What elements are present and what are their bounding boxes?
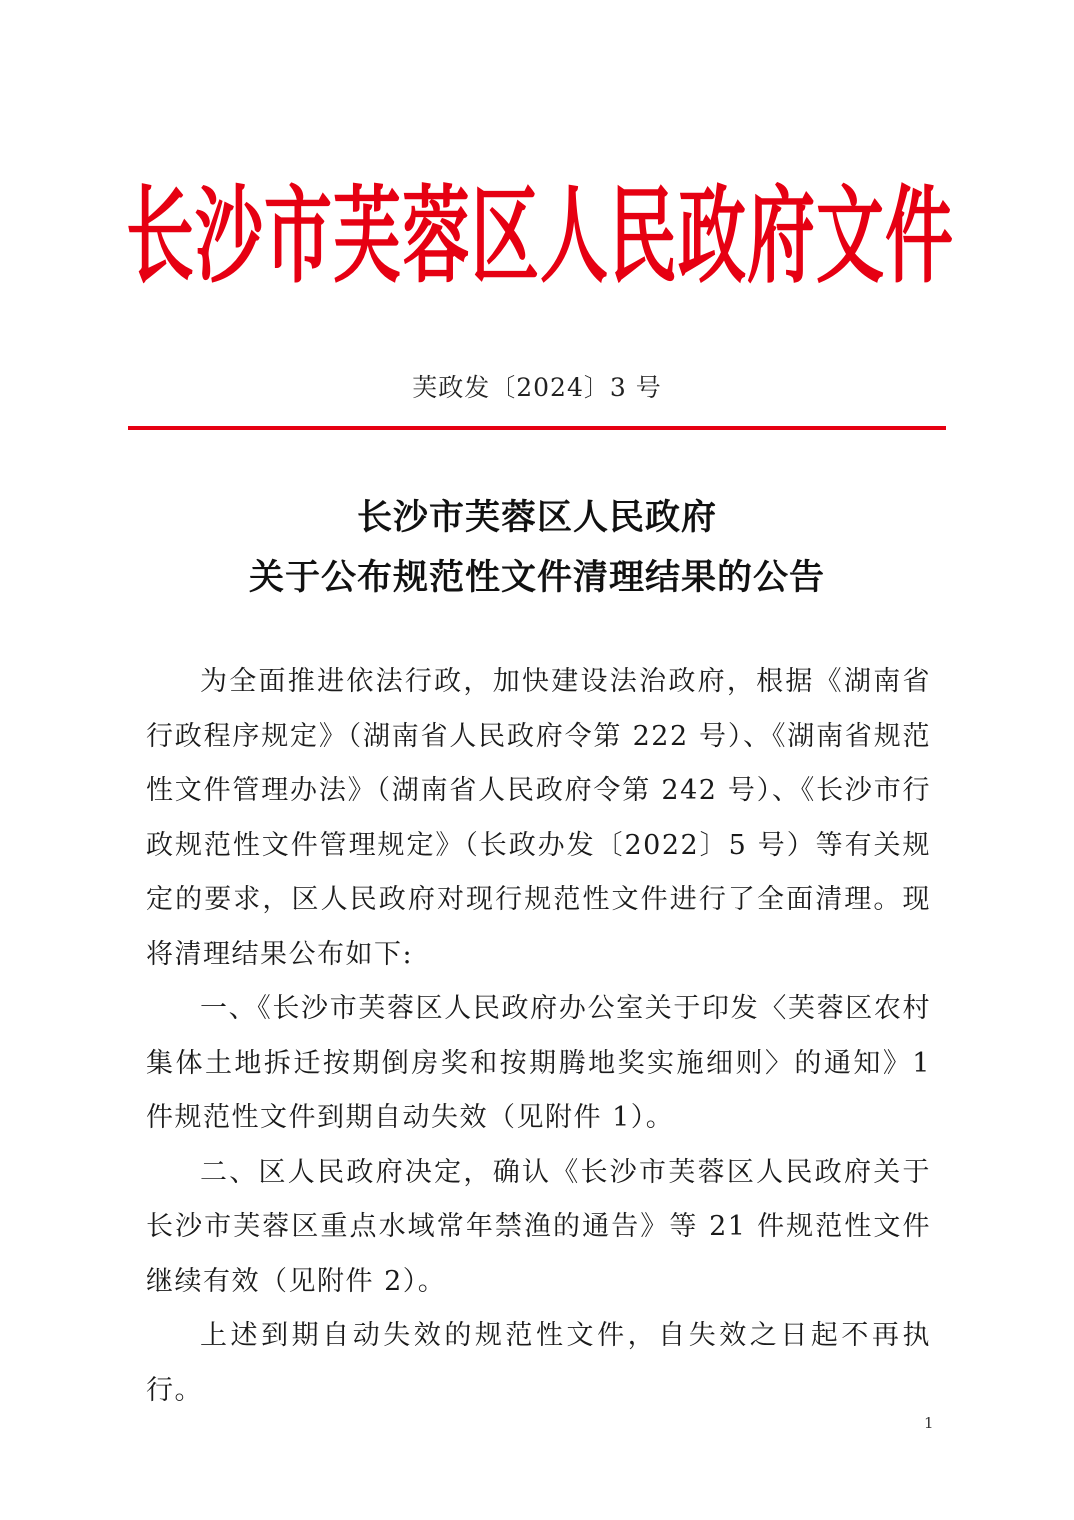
red-separator-line xyxy=(128,426,946,430)
paragraph-item-1: 一、《长沙市芙蓉区人民政府办公室关于印发〈芙蓉区农村集体土地拆迁按期倒房奖和按期腾地奖实施细则〉的通知》1 件规范性文件到期自动失效（见附件 1）。 xyxy=(146,993,931,1133)
masthead-header xyxy=(126,158,955,299)
document-title-line-1: 长沙市芙蓉区人民政府 xyxy=(356,498,717,538)
paragraph-item-2: 二、区人民政府决定，确认《长沙市芙蓉区人民政府关于长沙市芙蓉区重点水域常年禁渔的通告》等 21 件规范性文件继续有效（见附件 2）。 xyxy=(146,1156,931,1297)
paragraph-closing: 上述到期自动失效的规范性文件，自失效之日起不再执行。 xyxy=(146,1320,931,1406)
page-number: 1 xyxy=(924,1414,934,1432)
document-number: 芙政发〔2024〕3 号 xyxy=(412,373,662,402)
document-title-line-2: 关于公布规范性文件清理结果的公告 xyxy=(248,558,825,598)
paragraph-intro: 为全面推进依法行政，加快建设法治政府，根据《湖南省行政程序规定》（湖南省人民政府令第 222 号）、《湖南省规范性文件管理办法》（湖南省人民政府令第 242 号）、《长沙市行政规范性文件管理规定》（长政办发〔2022〕5 号）等有关规定的要求，区人民政府对现行规范性文件进行了全面清理。现将清理结果公布如下: xyxy=(146,666,931,970)
document-body xyxy=(146,655,931,1418)
masthead-title: 长沙市芙蓉区人民政府文件 xyxy=(126,176,955,299)
